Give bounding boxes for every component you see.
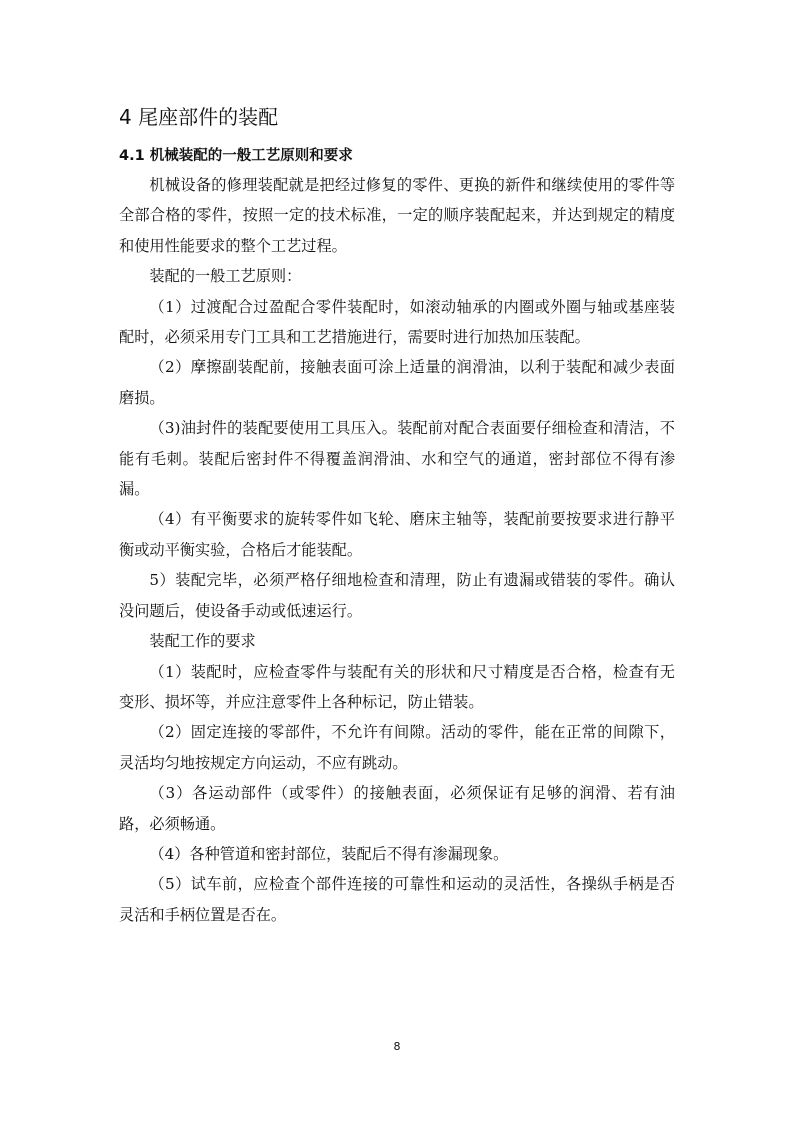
requirement-item-5: （5）试车前，应检查个部件连接的可靠性和运动的灵活性，各操纵手柄是否灵活和手柄位置是否在。 — [119, 875, 675, 924]
section-title: 4.1 机械装配的一般工艺原则和要求 — [119, 148, 353, 164]
principle-item-1: （1）过渡配合过盈配合零件装配时，如滚动轴承的内圈或外圈与轴或基座装配时，必须采用专门工具和工艺措施进行，需要时进行加热加压装配。 — [119, 297, 675, 347]
paragraph-definition: 机械设备的修理装配就是把经过修复的零件、更换的新件和继续使用的零件等全部合格的零件，按照一定的技术标准，一定的顺序装配起来，并达到规定的精度和使用性能要求的整个工艺过程。 — [119, 176, 675, 255]
principle-item-2: （2）摩擦副装配前，接触表面可涂上适量的润滑油，以利于装配和减少表面磨损。 — [119, 358, 675, 407]
paragraph-requirements-heading: 装配工作的要求 — [149, 632, 256, 651]
paragraph-principles-heading: 装配的一般工艺原则： — [149, 267, 302, 286]
principle-item-3: （3)油封件的装配要使用工具压入。装配前对配合表面要仔细检查和清洁，不能有毛刺。装配后密封件不得覆盖润滑油、水和空气的通道，密封部位不得有渗漏。 — [119, 419, 675, 499]
page-number: 8 — [393, 1040, 401, 1053]
requirement-item-2: （2）固定连接的零部件，不允许有间隙。活动的零件，能在正常的间隙下，灵活均匀地按规定方向运动，不应有跳动。 — [119, 723, 675, 772]
chapter-title: 4 尾座部件的装配 — [119, 105, 279, 129]
requirement-item-4: （4）各种管道和密封部位，装配后不得有渗漏现象。 — [149, 844, 509, 863]
principle-item-4: （4）有平衡要求的旋转零件如飞轮、磨床主轴等，装配前要按要求进行静平衡或动平衡实验，合格后才能装配。 — [119, 510, 675, 559]
requirement-item-3: （3）各运动部件（或零件）的接触表面，必须保证有足够的润滑、若有油路，必须畅通。 — [119, 784, 675, 833]
requirement-item-1: （1）装配时，应检查零件与装配有关的形状和尺寸精度是否合格，检查有无变形、损坏等，并应注意零件上各种标记，防止错装。 — [119, 662, 675, 711]
principle-item-5: 5）装配完毕，必须严格仔细地检查和清理，防止有遗漏或错装的零件。确认没问题后，使设备手动或低速运行。 — [119, 571, 675, 620]
body-text — [119, 170, 675, 930]
